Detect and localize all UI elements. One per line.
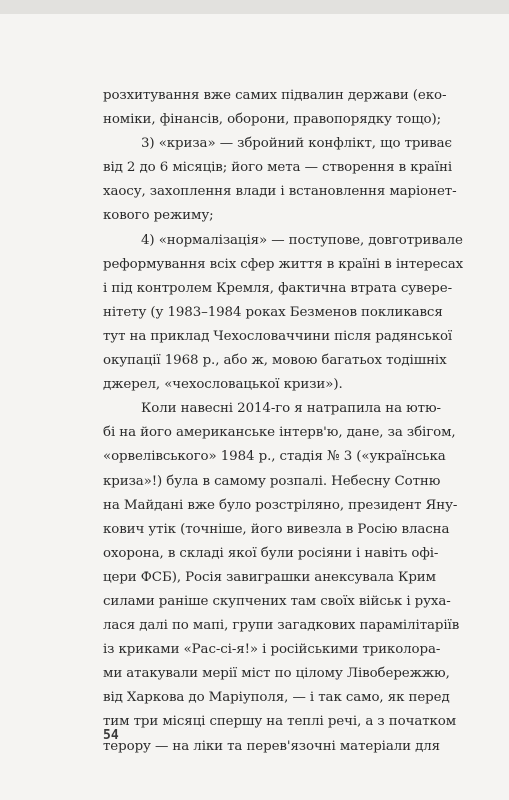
text-line: від 2 до 6 місяців; його мета — створення в країні bbox=[103, 160, 453, 176]
text-line: на Майдані вже було розстріляно, президент Яну- bbox=[103, 497, 458, 513]
text-line: ми атакували мерії міст по цілому Лівобережжю, bbox=[103, 666, 450, 682]
text-line: тут на приклад Чехословаччини після радянської bbox=[103, 328, 453, 344]
text-line: кович утік (точніше, його вивезла в Росію власна bbox=[103, 521, 450, 537]
text-line: «орвелівського» 1984 р., стадія № 3 («українська bbox=[103, 449, 446, 465]
text-line: лася далі по мапі, групи загадкових парамілітаріїв bbox=[103, 618, 460, 634]
text-line: силами раніше скупчених там своїх військ і руха- bbox=[103, 593, 451, 609]
text-line: кового режиму; bbox=[103, 208, 214, 224]
text-line: номіки, фінансів, оборони, правопорядку тощо); bbox=[103, 112, 442, 128]
text-line: Коли навесні 2014-го я натрапила на ютю- bbox=[141, 401, 441, 417]
text-line: нітету (у 1983–1984 роках Безменов покликався bbox=[103, 304, 443, 320]
text-line: хаосу, захоплення влади і встановлення маріонет- bbox=[103, 184, 457, 200]
text-line: терору — на ліки та перев'язочні матеріали для bbox=[103, 738, 441, 754]
text-line: охорона, в складі якої були росіяни і навіть офі- bbox=[103, 545, 439, 561]
text-line: 4) «нормалізація» — поступове, довготривале bbox=[141, 232, 463, 248]
text-line: джерел, «чехословацької кризи»). bbox=[103, 377, 343, 393]
text-line: і під контролем Кремля, фактична втрата сувере- bbox=[103, 280, 452, 296]
page-number: 54 bbox=[103, 728, 119, 743]
text-line: 3) «криза» — збройний конфлікт, що триває bbox=[141, 136, 452, 152]
text-line: тим три місяці спершу на теплі речі, а з початком bbox=[103, 714, 457, 730]
text-line: із криками «Рас-сі-я!» і російськими триколора- bbox=[103, 642, 441, 658]
text-line: криза»!) була в самому розпалі. Небесну Сотню bbox=[103, 473, 441, 489]
text-line: цери ФСБ), Росія завиграшки анексувала Крим bbox=[103, 569, 436, 585]
text-line: бі на його американське інтерв'ю, дане, за збігом, bbox=[103, 425, 456, 441]
text-line: розхитування вже самих підвалин держави (еко- bbox=[103, 88, 447, 103]
text-line: окупації 1968 р., або ж, мовою багатьох тодішніх bbox=[103, 353, 447, 369]
text-line: від Харкова до Маріуполя, — і так само, як перед bbox=[103, 690, 450, 706]
page-top-edge bbox=[0, 0, 509, 14]
body-text bbox=[103, 84, 464, 759]
text-line: реформування всіх сфер життя в країні в інтересах bbox=[103, 256, 464, 272]
